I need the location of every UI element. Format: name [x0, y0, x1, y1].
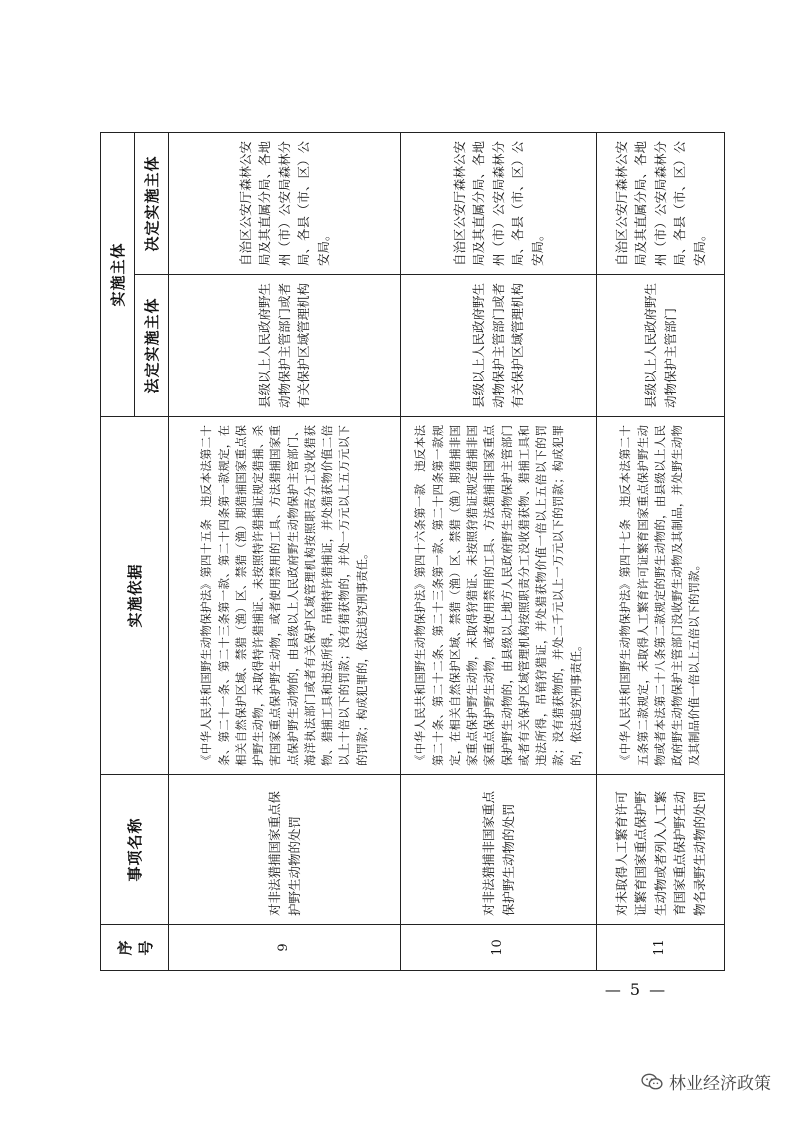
header-no: 序号 [101, 925, 169, 971]
header-subject: 实施主体 [101, 132, 135, 416]
header-row-1 [101, 132, 135, 970]
header-basis: 实施依据 [101, 417, 169, 775]
legal-subject: 县级以上人民政府野生动物保护主管部门或者有关保护区域管理机构 [401, 275, 597, 417]
wechat-icon [641, 1073, 663, 1091]
header-decided-subject: 决定实施主体 [135, 132, 169, 274]
item-name: 对非法猎捕国家重点保护野生动物的处罚 [169, 775, 401, 925]
header-legal-subject: 法定实施主体 [135, 275, 169, 417]
table-row [401, 132, 597, 970]
header-name: 事项名称 [101, 775, 169, 925]
item-name: 对非法猎捕非国家重点保护野生动物的处罚 [401, 775, 597, 925]
legal-basis: 《中华人民共和国野生动物保护法》第四十七条 违反本法第二十五条第二款规定，未取得人工繁育许可证繁育国家重点保护野生动物或者本法第二十八条第二款规定的野生动物的，由县级以上人民政府野生动物保护主管部门没收野生动物及其制品，并处野生动物及其制品价值一倍以上五倍以下的罚款。 [597, 417, 725, 775]
rotated-table-wrapper [100, 133, 707, 971]
table-row [169, 132, 401, 970]
row-number: 11 [597, 925, 725, 971]
legal-subject: 县级以上人民政府野生动物保护主管部门或者有关保护区域管理机构 [169, 275, 401, 417]
watermark [641, 1069, 771, 1094]
enforcement-items-table [100, 132, 725, 971]
table-row [597, 132, 725, 970]
page-number: — 5 — [604, 980, 668, 999]
item-name: 对未取得人工繁育许可证繁育国家重点保护野生动物或者列入人工繁育国家重点保护野生动物名录野生动物的处罚 [597, 775, 725, 925]
legal-basis: 《中华人民共和国野生动物保护法》第四十五条 违反本法第二十条、第二十一条、第二十三条第一款、第二十四条第一款规定，在相关自然保护区域、禁猎（渔）区、禁猎（渔）期猎捕国家重点保护野生动物，未取得特许猎捕证、未按照特许猎捕证规定猎捕、杀害国家重点保护野生动物，或者使用禁用的工具、方法猎捕国家重点保护野生动物的，由县级以上人民政府野生动物保护主管部门、海洋执法部门或者有关保护区域管理机构按照职责分工没收猎获物、猎捕工具和违法所得，吊销特许猎捕证，并处猎获物价值二倍以上十倍以下的罚款；没有猎获物的，并处一万元以上五万元以下的罚款；构成犯罪的，依法追究刑事责任。 [169, 417, 401, 775]
legal-basis: 《中华人民共和国野生动物保护法》第四十六条第一款 违反本法第二十条、第二十二条、第二十三条第一款、第二十四条第一款规定，在相关自然保护区域、禁猎（渔）区、禁猎（渔）期猎捕非国家重点保护野生动物，未取得狩猎证、未按照狩猎证规定猎捕非国家重点保护野生动物，或者使用禁用的工具、方法猎捕非国家重点保护野生动物的，由县级以上地方人民政府野生动物保护主管部门或者有关保护区域管理机构按照职责分工没收猎获物、猎捕工具和违法所得，吊销狩猎证，并处猎获物价值一倍以上五倍以下的罚款；没有猎获物的，并处二千元以上一万元以下的罚款；构成犯罪的，依法追究刑事责任。 [401, 417, 597, 775]
decided-subject: 自治区公安厅森林公安局及其直属分局、各地州（市）公安局森林分局、各县（市、区）公安局。 [597, 132, 725, 274]
row-number: 10 [401, 925, 597, 971]
decided-subject: 自治区公安厅森林公安局及其直属分局、各地州（市）公安局森林分局、各县（市、区）公安局。 [401, 132, 597, 274]
watermark-text: 林业经济政策 [669, 1074, 771, 1094]
document-page [100, 133, 707, 971]
legal-subject: 县级以上人民政府野生动物保护主管部门 [597, 275, 725, 417]
row-number: 9 [169, 925, 401, 971]
decided-subject: 自治区公安厅森林公安局及其直属分局、各地州（市）公安局森林分局、各县（市、区）公安局。 [169, 132, 401, 274]
